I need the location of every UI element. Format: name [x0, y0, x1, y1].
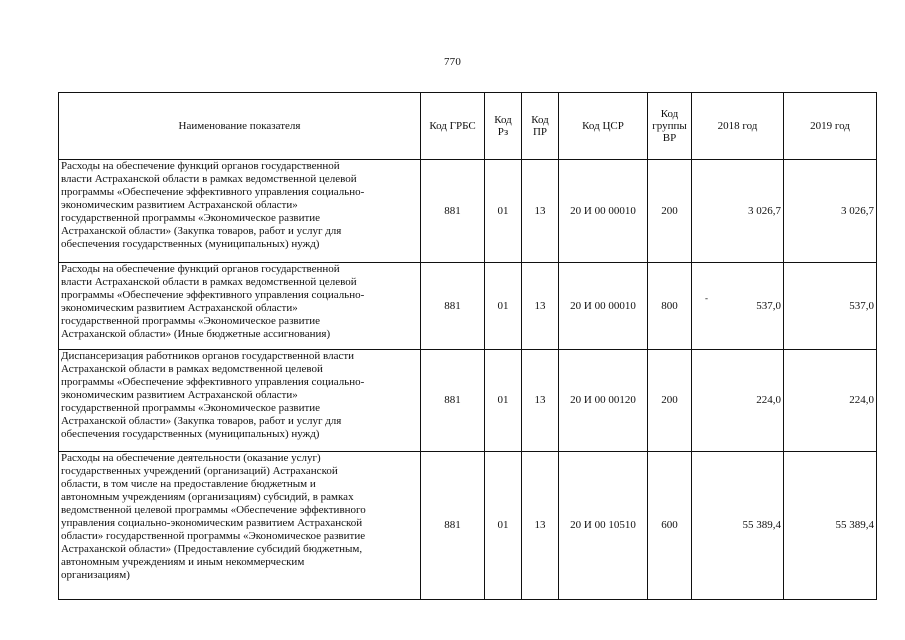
cell-rz: 01 — [485, 350, 522, 452]
cell-pr: 13 — [522, 263, 559, 350]
cell-csr: 20 И 00 10510 — [559, 452, 648, 600]
cell-grbs: 881 — [421, 452, 485, 600]
table-row — [59, 452, 877, 600]
cell-2019: 3 026,7 — [784, 160, 877, 263]
cell-csr: 20 И 00 00010 — [559, 160, 648, 263]
cell-grbs: 881 — [421, 350, 485, 452]
scan-speck: - — [705, 293, 708, 303]
header-name: Наименование показателя — [59, 93, 421, 160]
cell-2019: 55 389,4 — [784, 452, 877, 600]
table-row — [59, 160, 877, 263]
cell-vr: 200 — [648, 350, 692, 452]
cell-grbs: 881 — [421, 160, 485, 263]
row-name: Диспансеризация работников органов государственной власти Астраханской области в рамках ведомственной целевой программы «Обеспечение эффективного управления социально- экономическим развитием Астраханской области» государственной программы «Экономическое развитие Астраханской области» (Закупка товаров, работ и услуг для обеспечения государственных (муниципальных) нужд) — [59, 350, 421, 452]
header-2018: 2018 год — [692, 93, 784, 160]
table-row — [59, 350, 877, 452]
cell-vr: 200 — [648, 160, 692, 263]
cell-vr: 600 — [648, 452, 692, 600]
header-2019: 2019 год — [784, 93, 877, 160]
cell-pr: 13 — [522, 160, 559, 263]
cell-2019: 537,0 — [784, 263, 877, 350]
cell-grbs: 881 — [421, 263, 485, 350]
table-header-row — [59, 93, 877, 160]
cell-rz: 01 — [485, 160, 522, 263]
cell-2019: 224,0 — [784, 350, 877, 452]
header-csr: Код ЦСР — [559, 93, 648, 160]
header-rz: Код Рз — [485, 93, 522, 160]
cell-pr: 13 — [522, 350, 559, 452]
header-vr: Код группы ВР — [648, 93, 692, 160]
page-number: 770 — [443, 56, 462, 68]
cell-2018: 55 389,4 — [692, 452, 784, 600]
cell-rz: 01 — [485, 263, 522, 350]
cell-pr: 13 — [522, 452, 559, 600]
row-name: Расходы на обеспечение функций органов государственной власти Астраханской области в рамках ведомственной целевой программы «Обеспечение эффективного управления социально- экономическим развитием Астраханской области» государственной программы «Экономическое развитие Астраханской области» (Иные бюджетные ассигнования) — [59, 263, 421, 350]
cell-csr: 20 И 00 00120 — [559, 350, 648, 452]
cell-vr: 800 — [648, 263, 692, 350]
row-name: Расходы на обеспечение деятельности (оказание услуг) государственных учреждений (организаций) Астраханской области, в том числе на предоставление бюджетным и автономным учреждениям (организациям) субсидий, в рамках ведомственной целевой программы «Обеспечение эффективного управления социально-экономическим развитием Астраханской области» государственной программы «Экономическое развитие Астраханской области» (Предоставление субсидий бюджетным, автономным учреждениям и иным некоммерческим организациям) — [59, 452, 421, 600]
cell-2018: 537,0 — [692, 263, 784, 350]
header-grbs: Код ГРБС — [421, 93, 485, 160]
row-name: Расходы на обеспечение функций органов государственной власти Астраханской области в рамках ведомственной целевой программы «Обеспечение эффективного управления социально- экономическим развитием Астраханской области» государственной программы «Экономическое развитие Астраханской области» (Закупка товаров, работ и услуг для обеспечения государственных (муниципальных) нужд) — [59, 160, 421, 263]
budget-table — [58, 92, 877, 600]
table-row — [59, 263, 877, 350]
header-pr: Код ПР — [522, 93, 559, 160]
cell-csr: 20 И 00 00010 — [559, 263, 648, 350]
cell-2018: 224,0 — [692, 350, 784, 452]
cell-2018: 3 026,7 — [692, 160, 784, 263]
cell-rz: 01 — [485, 452, 522, 600]
